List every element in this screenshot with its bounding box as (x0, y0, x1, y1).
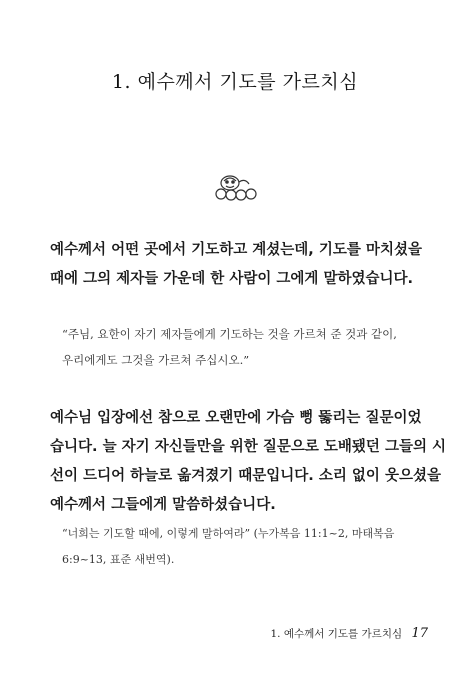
quote-disciple-request (62, 321, 437, 373)
quote-line: 6:9~13, 표준 새번역). (62, 553, 175, 566)
quote-jesus-reference (62, 521, 442, 573)
text-line: 때에 그의 제자들 가운데 한 사람이 그에게 말하였습니다. (50, 271, 414, 287)
page-number: 17 (411, 626, 428, 641)
chapter-title: 1. 예수께서 기도를 가르치심 (111, 71, 359, 93)
quote-line: 우리에게도 그것을 가르쳐 주십시오.” (62, 353, 250, 367)
text-line: 예수께서 어떤 곳에서 기도하고 계셨는데, 기도를 마치셨을 (50, 242, 422, 258)
text-line: 선이 드디어 하늘로 옮겨졌기 때문입니다. 소리 없이 웃으셨을 (50, 468, 442, 484)
paragraph-commentary (50, 404, 447, 520)
quote-line: “너희는 기도할 때에, 이렇게 말하여라” (누가복음 11:1~2, 마태복음 (62, 527, 395, 540)
decorative-ornament-icon (213, 172, 261, 202)
running-header-chapter: 1. 예수께서 기도를 가르치심 (270, 628, 403, 640)
page-footer (271, 626, 429, 641)
paragraph-intro (50, 236, 435, 294)
text-line: 예수님 입장에선 참으로 오랜만에 가슴 뻥 뚫리는 질문이었 (50, 410, 422, 426)
quote-line: “주님, 요한이 자기 제자들에게 기도하는 것을 가르쳐 준 것과 같이, (62, 327, 397, 341)
text-line: 습니다. 늘 자기 자신들만을 위한 질문으로 도배됐던 그들의 시 (50, 439, 447, 455)
text-line: 예수께서 그들에게 말씀하셨습니다. (50, 497, 276, 513)
